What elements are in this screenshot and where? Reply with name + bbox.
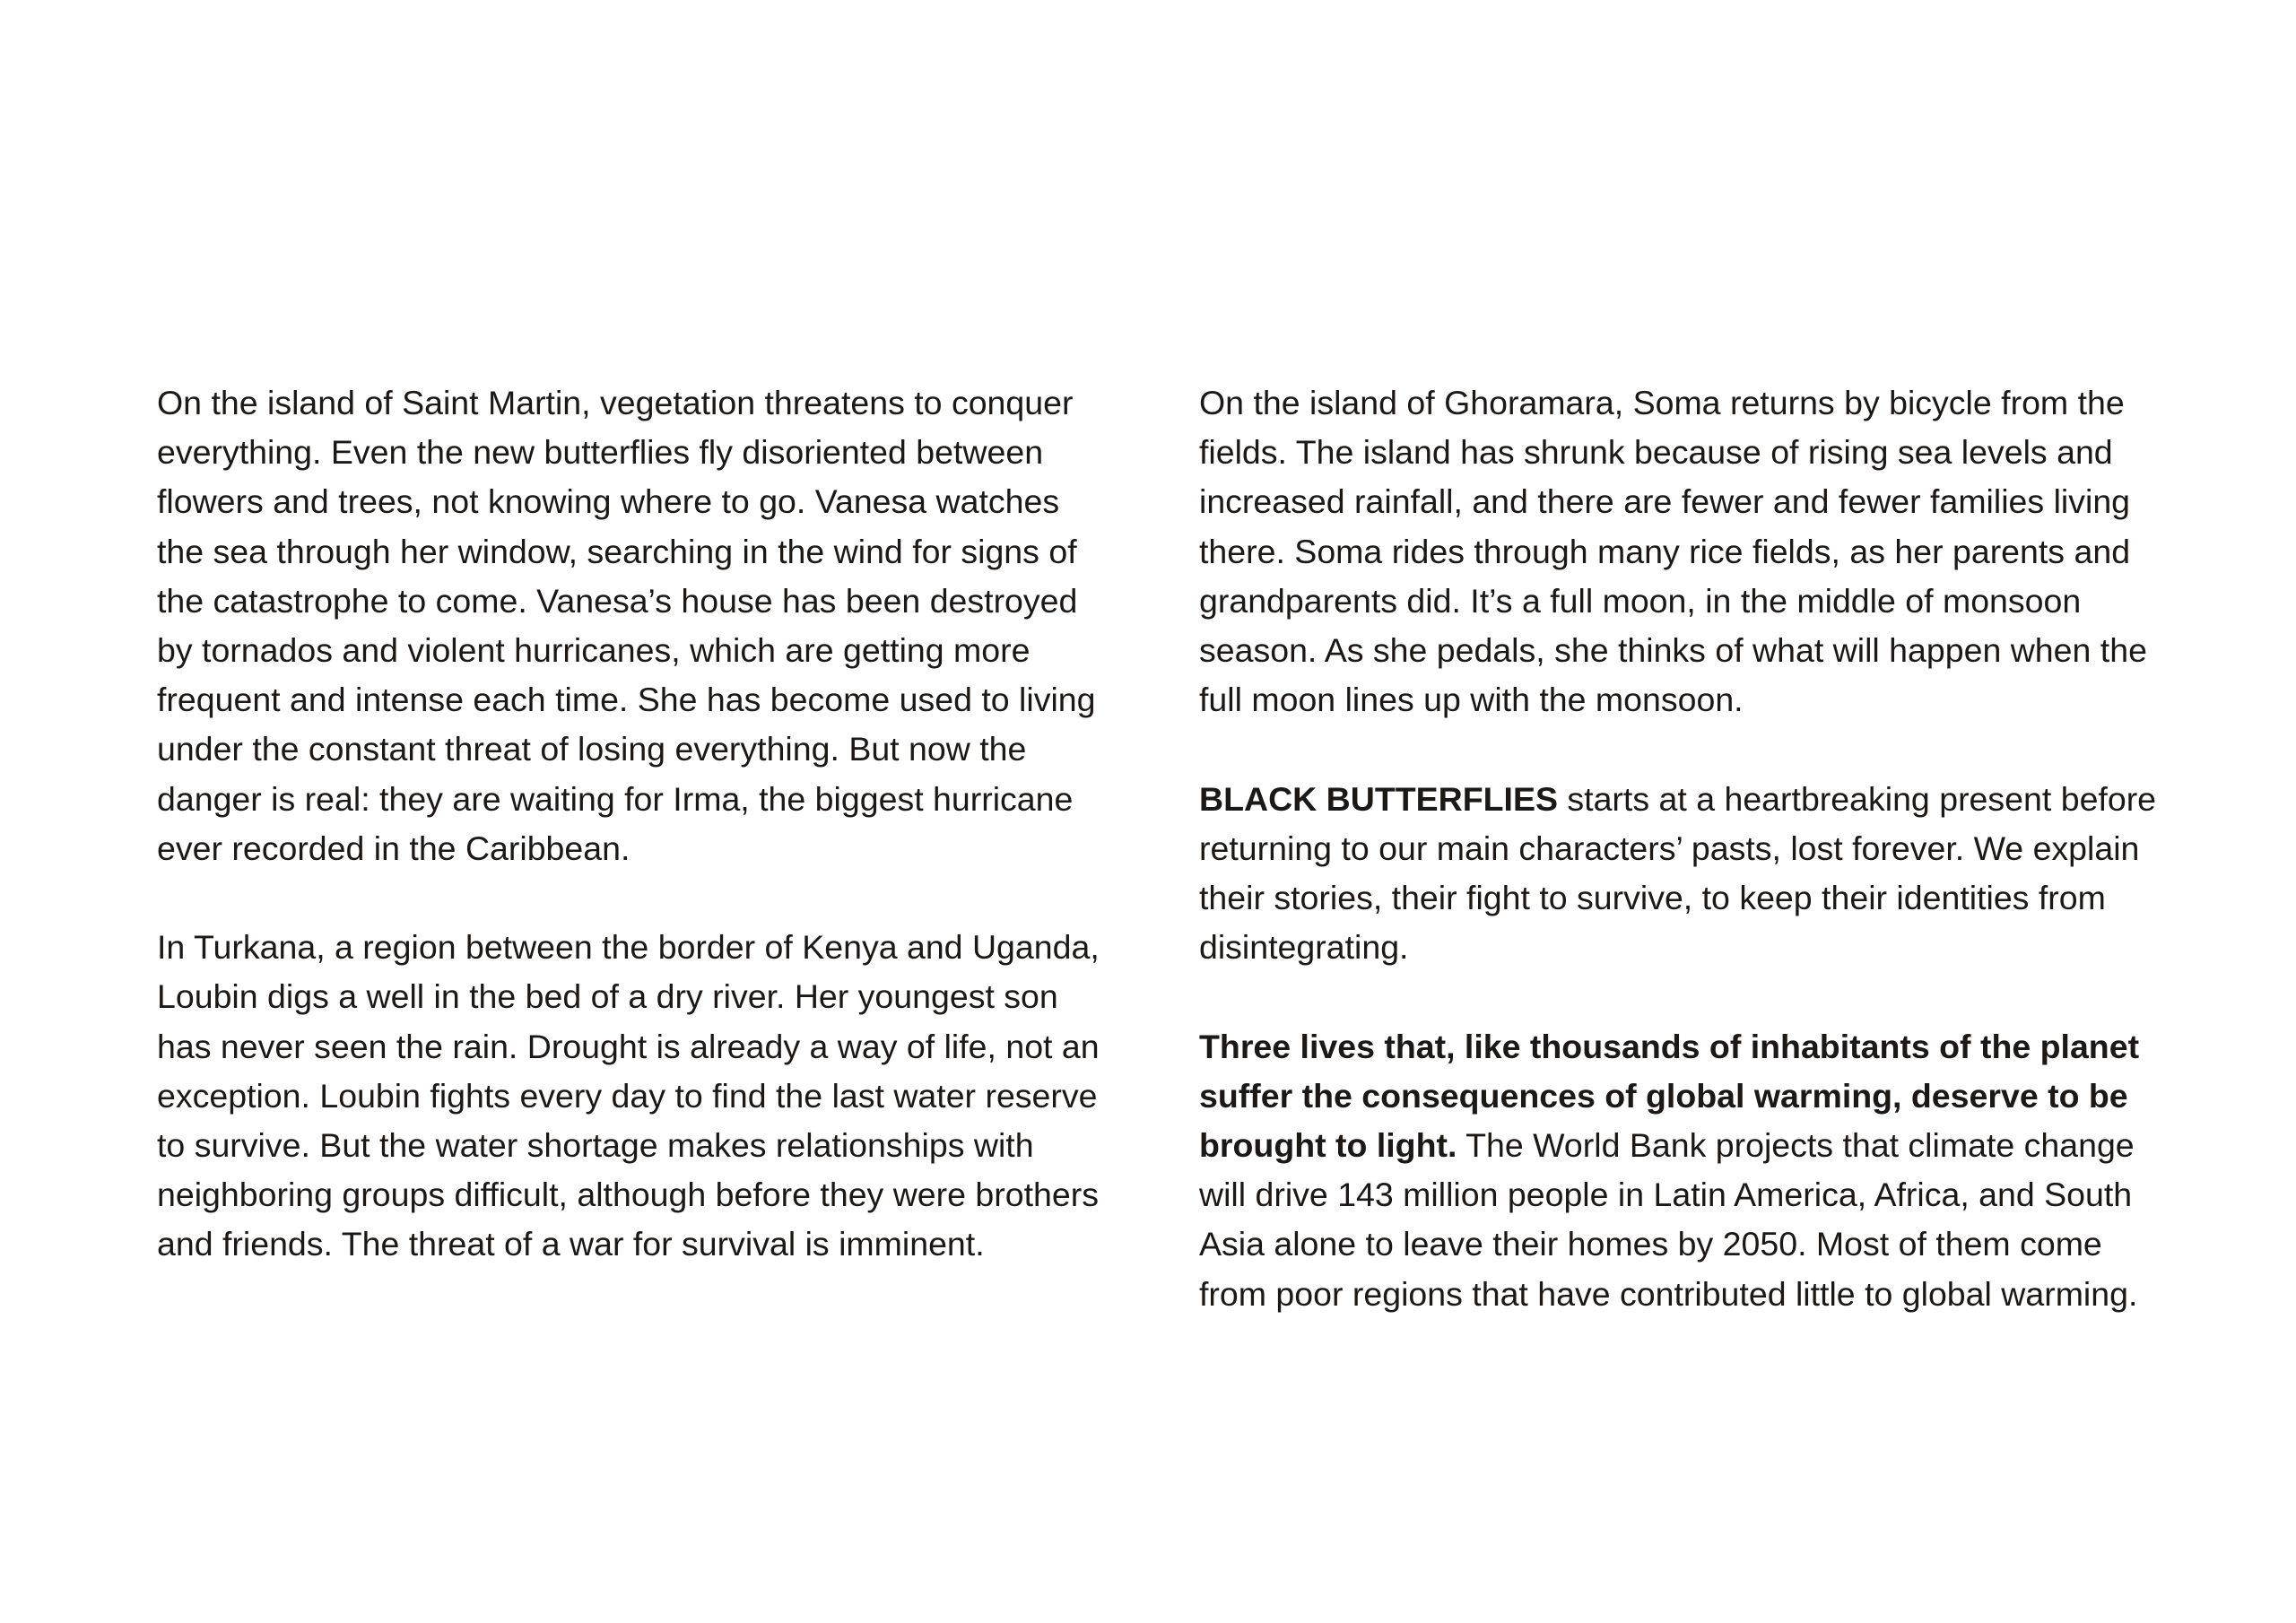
text-line: flowers and trees, not knowing where to go. Vanesa watches [157, 482, 1060, 521]
black-butterflies-paragraph [1199, 775, 2213, 973]
text-line: increased rainfall, and there are fewer and fewer families living [1199, 482, 2131, 521]
text-line: grandparents did. It’s a full moon, in the middle of monsoon [1199, 581, 2082, 620]
text-line: On the island of Saint Martin, vegetation threatens to conquer [157, 384, 1074, 421]
text-line: Asia alone to leave their homes by 2050. Most of them come [1199, 1225, 2102, 1263]
text-line: has never seen the rain. Drought is already a way of life, not an [157, 1027, 1100, 1065]
turkana-paragraph [157, 923, 1170, 1269]
text-line: full moon lines up with the monsoon. [1199, 681, 1744, 719]
text-line: fields. The island has shrunk because of rising sea levels and [1199, 433, 2113, 472]
text-line: the sea through her window, searching in the wind for signs of [157, 532, 1077, 570]
text-line: season. As she pedals, she thinks of what will happen when the [1199, 631, 2147, 670]
text-line: danger is real: they are waiting for Irma, the biggest hurricane [157, 779, 1074, 818]
text-line: under the constant threat of losing everything. But now the [157, 730, 1027, 768]
three-lives-paragraph [1199, 1022, 2213, 1319]
text-line [1199, 1121, 2213, 1170]
text-line [1199, 775, 2213, 824]
text-line: On the island of Ghoramara, Soma returns by bicycle from the [1199, 384, 2125, 421]
text-line: their stories, their fight to survive, to keep their identities from [1199, 879, 2106, 917]
bold-text-line: Three lives that, like thousands of inhabitants of the planet [1199, 1027, 2140, 1065]
bold-text-fragment: brought to light. [1199, 1126, 1457, 1165]
text-line: there. Soma rides through many rice fields, as her parents and [1199, 532, 2131, 570]
text-line: from poor regions that have contributed little to global warming. [1199, 1274, 2138, 1313]
film-title: BLACK BUTTERFLIES [1199, 779, 1558, 818]
text-line: ever recorded in the Caribbean. [157, 829, 631, 867]
text-line: exception. Loubin fights every day to find the last water reserve [157, 1076, 1098, 1115]
text-fragment: The World Bank projects that climate change [1457, 1126, 2135, 1165]
text-line: and friends. The threat of a war for survival is imminent. [157, 1225, 985, 1263]
text-line: will drive 143 million people in Latin America, Africa, and South [1199, 1176, 2133, 1214]
text-line: frequent and intense each time. She has become used to living [157, 681, 1096, 719]
bold-text-line: suffer the consequences of global warming, deserve to be [1199, 1076, 2128, 1115]
text-line: returning to our main characters’ pasts, lost forever. We explain [1199, 829, 2140, 867]
text-line: In Turkana, a region between the border of Kenya and Uganda, [157, 928, 1100, 967]
ghoramara-paragraph [1199, 378, 2213, 725]
text-line: disintegrating. [1199, 928, 1409, 967]
saint-martin-paragraph [157, 378, 1170, 873]
right-column [1199, 378, 2213, 1319]
text-line: everything. Even the new butterflies fly disoriented between [157, 433, 1044, 472]
text-line: by tornados and violent hurricanes, which are getting more [157, 631, 1031, 670]
text-fragment: starts at a heartbreaking present before [1557, 779, 2157, 818]
text-line: Loubin digs a well in the bed of a dry river. Her youngest son [157, 977, 1058, 1016]
text-line: to survive. But the water shortage makes relationships with [157, 1126, 1034, 1165]
text-line: the catastrophe to come. Vanesa’s house has been destroyed [157, 581, 1078, 620]
text-line: neighboring groups difficult, although before they were brothers [157, 1176, 1099, 1214]
left-column [157, 378, 1170, 1270]
